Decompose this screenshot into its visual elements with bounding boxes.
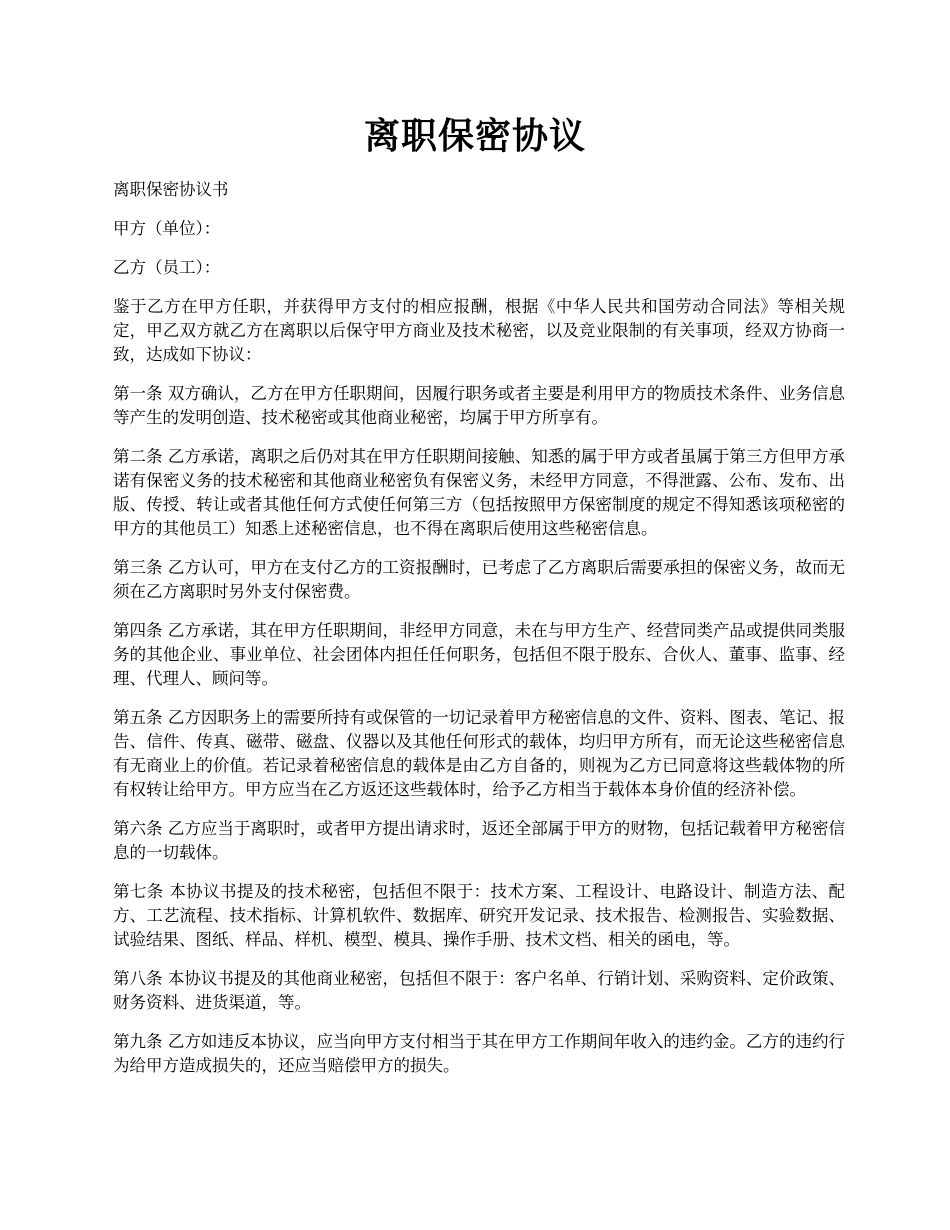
party-b-line: 乙方（员工）：: [113, 258, 221, 277]
article-2: 第二条 乙方承诺，离职之后仍对其在甲方任职期间接触、知悉的属于甲方或者虽属于第三方但甲方承诺有保密义务的技术秘密和其他商业秘密负有保密义务，未经甲方同意，不得泄露、公布、发布、出版、传授、转让或者其他任何方式使任何第三方（包括按照甲方保密制度的规定不得知悉该项秘密的甲方的其他员工）知悉上述秘密信息，也不得在离职后使用这些秘密信息。: [113, 447, 845, 538]
document-body: [113, 178, 845, 1093]
article-6: 第六条 乙方应当于离职时，或者甲方提出请求时，返还全部属于甲方的财物，包括记载着甲方秘密信息的一切载体。: [113, 819, 845, 862]
party-a-line: 甲方（单位）：: [113, 219, 221, 238]
article-9: 第九条 乙方如违反本协议，应当向甲方支付相当于其在甲方工作期间年收入的违约金。乙方的违约行为给甲方造成损失的，还应当赔偿甲方的损失。: [113, 1032, 845, 1075]
article-4: 第四条 乙方承诺，其在甲方任职期间，非经甲方同意，未在与甲方生产、经营同类产品或提供同类服务的其他企业、事业单位、社会团体内担任任何职务，包括但不限于股东、合伙人、董事、监事、经理、代理人、顾问等。: [113, 621, 845, 688]
preamble-paragraph: 鉴于乙方在甲方任职，并获得甲方支付的相应报酬，根据《中华人民共和国劳动合同法》等相关规定，甲乙双方就乙方在离职以后保守甲方商业及技术秘密，以及竞业限制的有关事项，经双方协商一致，达成如下协议：: [113, 297, 845, 364]
article-5: 第五条 乙方因职务上的需要所持有或保管的一切记录着甲方秘密信息的文件、资料、图表、笔记、报告、信件、传真、磁带、磁盘、仪器以及其他任何形式的载体，均归甲方所有，而无论这些秘密信息有无商业上的价值。若记录着秘密信息的载体是由乙方自备的，则视为乙方已同意将这些载体物的所有权转让给甲方。甲方应当在乙方返还这些载体时，给予乙方相当于载体本身价值的经济补偿。: [113, 708, 845, 799]
article-8: 第八条 本协议书提及的其他商业秘密，包括但不限于：客户名单、行销计划、采购资料、定价政策、财务资料、进货渠道，等。: [113, 969, 845, 1012]
article-3: 第三条 乙方认可，甲方在支付乙方的工资报酬时，已考虑了乙方离职后需要承担的保密义务，故而无须在乙方离职时另外支付保密费。: [113, 558, 845, 601]
article-7: 第七条 本协议书提及的技术秘密，包括但不限于：技术方案、工程设计、电路设计、制造方法、配方、工艺流程、技术指标、计算机软件、数据库、研究开发记录、技术报告、检测报告、实验数据、试验结果、图纸、样品、样机、模型、模具、操作手册、技术文档、相关的函电，等。: [113, 882, 845, 949]
document-subtitle: 离职保密协议书: [113, 180, 229, 199]
article-1: 第一条 双方确认，乙方在甲方任职期间，因履行职务或者主要是利用甲方的物质技术条件、业务信息等产生的发明创造、技术秘密或其他商业秘密，均属于甲方所享有。: [113, 384, 845, 427]
document-title: 离职保密协议: [363, 115, 586, 157]
